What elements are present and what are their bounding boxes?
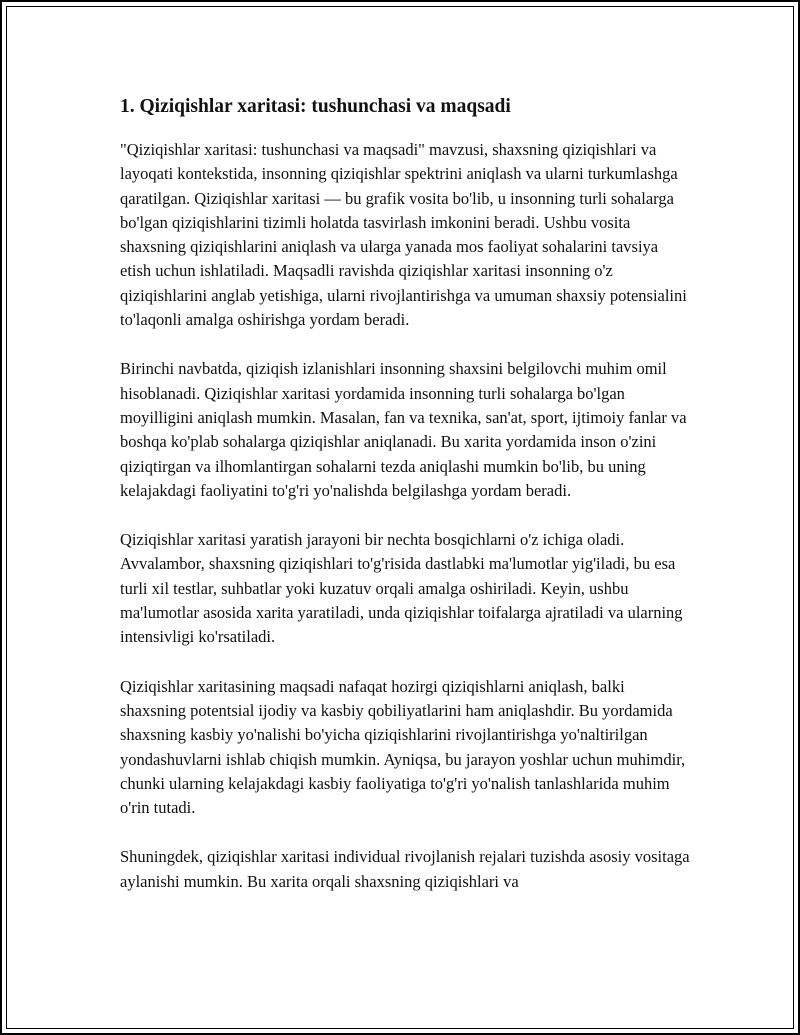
paragraph-3: Qiziqishlar xaritasi yaratish jarayoni bir nechta bosqichlarni o'z ichiga oladi. Avvalambor, shaxsning qiziqishlari to'g'risida dastlabki ma'lumotlar yig'iladi, bu esa turli xil testlar, suhbatlar yoki kuzatuv orqali amalga oshiriladi. Keyin, ushbu ma'lumotlar asosida xarita yaratiladi, unda qiziqishlar toifalarga ajratiladi va ularning intensivligi ko'rsatiladi. — [120, 530, 683, 647]
section-heading: 1. Qiziqishlar xaritasi: tushunchasi va maqsadi — [120, 96, 511, 117]
paragraph-1: "Qiziqishlar xaritasi: tushunchasi va maqsadi" mavzusi, shaxsning qiziqishlari va layoqati kontekstida, insonning qiziqishlar spektrini aniqlash va ularni turkumlashga qaratilgan. Qiziqishlar xaritasi — bu grafik vosita bo'lib, u insonning turli sohalarga bo'lgan qiziqishlarini tizimli holatda tasvirlash imkonini beradi. Ushbu vosita shaxsning qiziqishlarini aniqlash va ularga yanada mos faoliyat sohalarini tavsiya etish uchun ishlatiladi. Maqsadli ravishda qiziqishlar xaritasi insonning o'z qiziqishlarini anglab yetishiga, ularni rivojlantirishga va umuman shaxsiy potensialini to'laqonli amalga oshirishga yordam beradi. — [120, 140, 687, 330]
paragraph-2: Birinchi navbatda, qiziqish izlanishlari insonning shaxsini belgilovchi muhim omil hisoblanadi. Qiziqishlar xaritasi yordamida insonning turli sohalarga bo'lgan moyilligini aniqlash mumkin. Masalan, fan va texnika, san'at, sport, ijtimoiy fanlar va boshqa ko'plab sohalarga qiziqishlar aniqlanadi. Bu xarita yordamida inson o'zini qiziqtirgan va ilhomlantirgan sohalarni tezda aniqlashi mumkin bo'lib, bu uning kelajakdagi faoliyatini to'g'ri yo'nalishda belgilashga yordam beradi. — [120, 359, 687, 500]
document-body — [120, 94, 692, 919]
paragraph-5: Shuningdek, qiziqishlar xaritasi individual rivojlanish rejalari tuzishda asosiy vositaga aylanishi mumkin. Bu xarita orqali shaxsning qiziqishlari va — [120, 847, 690, 891]
paragraph-4: Qiziqishlar xaritasining maqsadi nafaqat hozirgi qiziqishlarni aniqlash, balki shaxsning potentsial ijodiy va kasbiy qobiliyatlarini ham aniqlashdir. Bu yordamida shaxsning kasbiy yo'nalishi bo'yicha qiziqishlarini rivojlantirishga yo'naltirilgan yondashuvlarni ishlab chiqish mumkin. Ayniqsa, bu jarayon yoshlar uchun muhimdir, chunki ularning kelajakdagi kasbiy faoliyatiga to'g'ri yo'nalish tanlashlarida muhim o'rin tutadi. — [120, 676, 686, 818]
